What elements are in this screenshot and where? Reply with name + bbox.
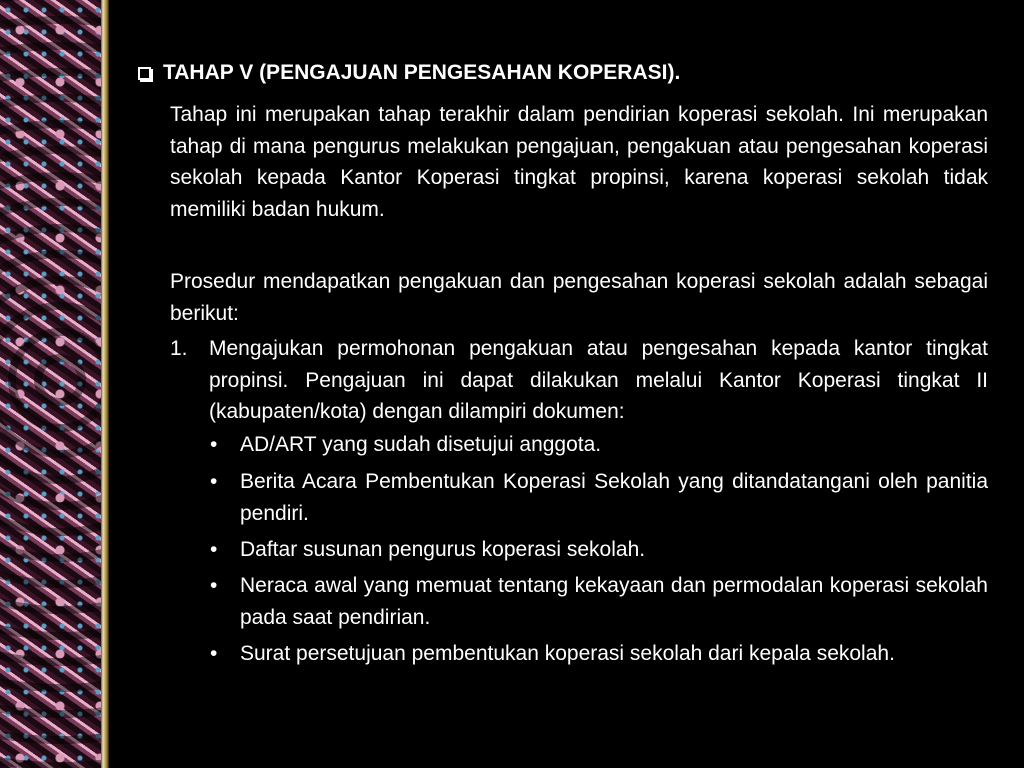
paragraph-intro: Tahap ini merupakan tahap terakhir dalam pendirian koperasi sekolah. Ini merupakan tahap di mana pengurus melakukan pengajuan, pengakuan atau pengesahan koperasi sekolah kepada Kantor Koperasi tingkat propinsi, karena koperasi sekolah tidak memiliki badan hukum.	[170, 103, 988, 221]
numbered-item-number: 1.	[170, 337, 188, 360]
list-item-text: Neraca awal yang memuat tentang kekayaan dan permodalan koperasi sekolah pada saat pendirian.	[240, 574, 988, 629]
bullet-dot-icon: •	[210, 433, 218, 456]
bullet-dot-icon: •	[210, 470, 218, 493]
list-item-text: Surat persetujuan pembentukan koperasi sekolah dari kepala sekolah.	[240, 642, 895, 665]
list-item-text: Daftar susunan pengurus koperasi sekolah.	[240, 538, 646, 561]
list-item-text: Berita Acara Pembentukan Koperasi Sekolah yang ditandatangani oleh panitia pendiri.	[240, 470, 988, 525]
numbered-item-text: Mengajukan permohonan pengakuan atau pengesahan kepada kantor tingkat propinsi. Pengajuan ini dapat dilakukan melalui Kantor Koperasi tingkat II (kabupaten/kota) dengan dilampiri dokumen:	[209, 337, 988, 423]
list-item-text: AD/ART yang sudah disetujui anggota.	[240, 433, 602, 456]
hollow-square-bullet-icon	[138, 67, 151, 80]
bullet-dot-icon: •	[210, 642, 218, 665]
bullet-dot-icon: •	[210, 538, 218, 561]
decorative-fractal-border	[0, 0, 101, 768]
bullet-dot-icon: •	[210, 574, 218, 597]
slide-heading	[138, 58, 680, 88]
gold-divider-rule	[101, 0, 109, 768]
paragraph-procedure: Prosedur mendapatkan pengakuan dan pengesahan koperasi sekolah adalah sebagai berikut:	[170, 270, 988, 325]
heading-text: TAHAP V (PENGAJUAN PENGESAHAN KOPERASI).	[163, 61, 681, 84]
